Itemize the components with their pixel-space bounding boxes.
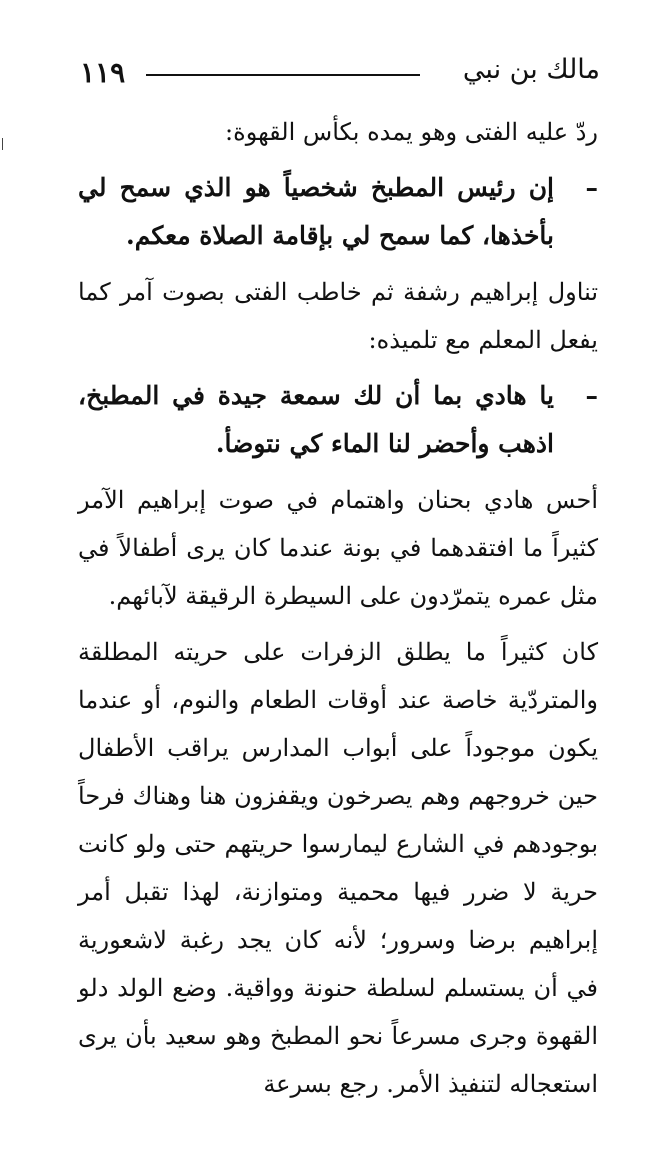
dialogue-text: إن رئيس المطبخ شخصياً هو الذي سمح لي بأخذها، كما سمح لي بإقامة الصلاة معكم. bbox=[78, 173, 554, 250]
dialogue-dash: – bbox=[585, 381, 598, 410]
running-title: مالك بن نبي bbox=[462, 54, 600, 85]
page-number: ١١٩ bbox=[80, 56, 126, 89]
paragraph: أحس هادي بحنان واهتمام في صوت إبراهيم الآمر كثيراً ما افتقدهما في بونة عندما كان يرى أطفالاً في مثل عمره يتمرّدون على السيطرة الرقيقة لآبائهم. bbox=[78, 486, 598, 610]
dialogue-dash: – bbox=[585, 173, 598, 202]
paragraph: تناول إبراهيم رشفة ثم خاطب الفتى بصوت آمر كما يفعل المعلم مع تلميذه: bbox=[78, 278, 598, 354]
paragraph: ردّ عليه الفتى وهو يمده بكأس القهوة: bbox=[225, 118, 598, 146]
scan-artifact bbox=[2, 138, 3, 150]
page-header bbox=[80, 50, 600, 100]
page-body bbox=[78, 108, 598, 1116]
paragraph: كان كثيراً ما يطلق الزفرات على حريته المطلقة والمتردّية خاصة عند أوقات الطعام والنوم، أو عندما يكون موجوداً على أبواب المدارس يراقب الأطفال حين خروجهم وهم يصرخون ويقفزون هنا وهناك فرحاً بوجودهم في الشارع ليمارسوا حريتهم حتى ولو كانت حرية لا ضرر فيها محمية ومتوازنة، لهذا تقبل أمر إبراهيم برضا وسرور؛ لأنه كان يجد رغبة لاشعورية في أن يستسلم لسلطة حنونة وواقية. وضع الولد دلو القهوة وجرى مسرعاً نحو المطبخ وهو سعيد بأن يرى استعجاله لتنفيذ الأمر. رجع بسرعة bbox=[78, 638, 598, 1098]
dialogue-line bbox=[78, 372, 598, 468]
dialogue-line bbox=[78, 164, 598, 260]
dialogue-text: يا هادي بما أن لك سمعة جيدة في المطبخ، اذهب وأحضر لنا الماء كي نتوضأ. bbox=[78, 381, 554, 458]
header-rule bbox=[146, 74, 420, 76]
